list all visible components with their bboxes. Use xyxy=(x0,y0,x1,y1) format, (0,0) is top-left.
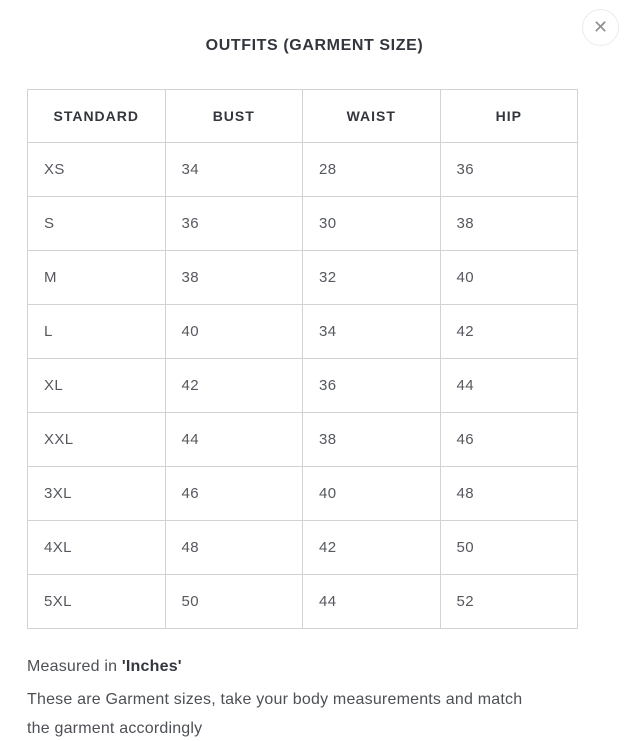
measurement-cell: 50 xyxy=(440,521,578,575)
table-header-row xyxy=(28,90,578,143)
table-row-xs xyxy=(28,143,578,197)
size-label-cell: 3XL xyxy=(28,467,166,521)
size-label-cell: L xyxy=(28,305,166,359)
table-row-xxl xyxy=(28,413,578,467)
table-row-xl xyxy=(28,359,578,413)
measured-in-unit: 'Inches' xyxy=(121,658,182,675)
table-row-3xl xyxy=(28,467,578,521)
measurement-cell: 44 xyxy=(303,575,441,629)
measurement-cell: 38 xyxy=(440,197,578,251)
measurement-cell: 30 xyxy=(303,197,441,251)
table-header xyxy=(28,90,578,143)
measurement-cell: 44 xyxy=(165,413,303,467)
size-label-cell: S xyxy=(28,197,166,251)
measurement-cell: 42 xyxy=(303,521,441,575)
measured-in-prefix: Measured in xyxy=(27,658,122,675)
measurement-cell: 48 xyxy=(440,467,578,521)
measured-in-note xyxy=(27,656,602,678)
measurement-cell: 42 xyxy=(165,359,303,413)
size-label-cell: 4XL xyxy=(28,521,166,575)
close-button[interactable] xyxy=(582,9,619,46)
column-header-waist: WAIST xyxy=(303,90,441,143)
size-label-cell: XXL xyxy=(28,413,166,467)
table-row-l xyxy=(28,305,578,359)
measurement-cell: 36 xyxy=(165,197,303,251)
measurement-cell: 32 xyxy=(303,251,441,305)
measurement-cell: 34 xyxy=(303,305,441,359)
size-label-cell: XL xyxy=(28,359,166,413)
size-label-cell: M xyxy=(28,251,166,305)
table-row-4xl xyxy=(28,521,578,575)
measurement-cell: 36 xyxy=(440,143,578,197)
size-chart-table xyxy=(27,89,578,629)
measurement-cell: 46 xyxy=(440,413,578,467)
size-label-cell: XS xyxy=(28,143,166,197)
measurement-cell: 36 xyxy=(303,359,441,413)
table-body xyxy=(28,143,578,629)
measurement-cell: 38 xyxy=(165,251,303,305)
measurement-cell: 40 xyxy=(440,251,578,305)
measurement-cell: 28 xyxy=(303,143,441,197)
table-row-5xl xyxy=(28,575,578,629)
measurement-cell: 40 xyxy=(165,305,303,359)
table-row-m xyxy=(28,251,578,305)
footer-notes xyxy=(27,656,602,741)
size-label-cell: 5XL xyxy=(28,575,166,629)
measurement-cell: 48 xyxy=(165,521,303,575)
column-header-hip: HIP xyxy=(440,90,578,143)
measurement-cell: 40 xyxy=(303,467,441,521)
column-header-bust: BUST xyxy=(165,90,303,143)
modal-title: OUTFITS (GARMENT SIZE) xyxy=(205,37,424,54)
measurement-cell: 52 xyxy=(440,575,578,629)
measurement-cell: 38 xyxy=(303,413,441,467)
measurement-cell: 44 xyxy=(440,359,578,413)
garment-size-note: These are Garment sizes, take your body measurements and match the garment accordingly xyxy=(27,691,523,737)
measurement-cell: 42 xyxy=(440,305,578,359)
close-icon: ✕ xyxy=(592,16,609,37)
column-header-standard: STANDARD xyxy=(28,90,166,143)
measurement-cell: 50 xyxy=(165,575,303,629)
measurement-cell: 34 xyxy=(165,143,303,197)
table-row-s xyxy=(28,197,578,251)
measurement-cell: 46 xyxy=(165,467,303,521)
